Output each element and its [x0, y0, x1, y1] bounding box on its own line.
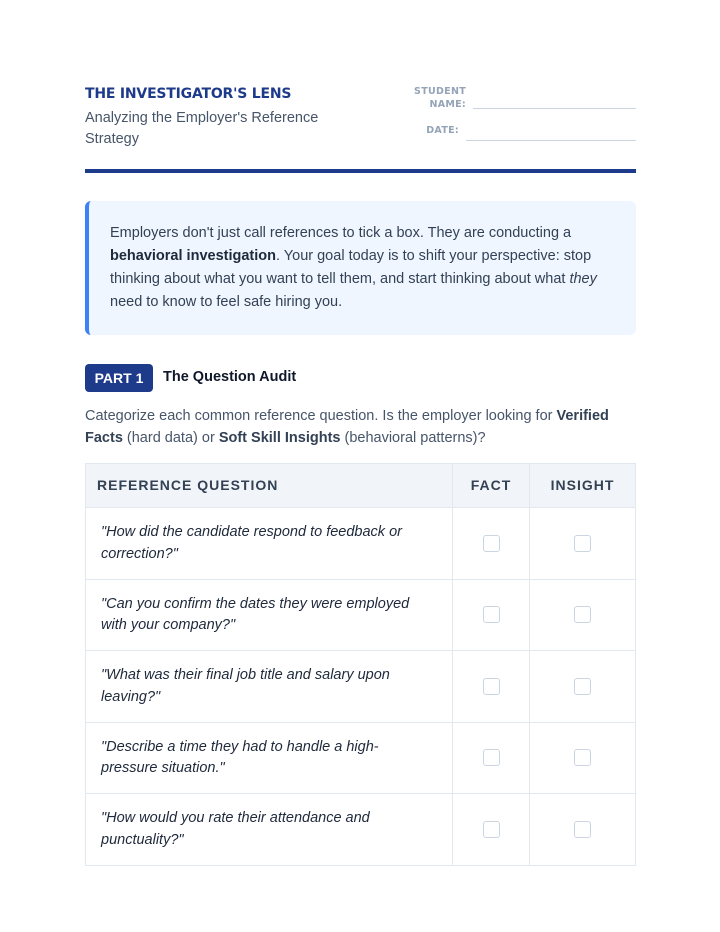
insight-checkbox[interactable] [574, 606, 591, 623]
student-name-field[interactable] [473, 108, 636, 109]
col-header-insight: INSIGHT [529, 464, 635, 507]
student-name-label-line1: STUDENT [414, 86, 466, 97]
header [85, 86, 636, 156]
part-title: The Question Audit [163, 369, 297, 385]
col-header-fact: FACT [452, 464, 529, 507]
insight-cell [529, 794, 635, 865]
question-text: "Can you confirm the dates they were employed with your company?" [101, 595, 410, 633]
callout-bold-1: behavioral investigation [110, 248, 276, 264]
fact-cell [452, 651, 529, 722]
title-block [85, 86, 385, 150]
instr-bold-2: Soft Skill Insights [218, 430, 341, 446]
student-name-label-line2: NAME: [429, 99, 466, 110]
fact-checkbox[interactable] [483, 606, 500, 623]
question-audit-table [85, 463, 636, 866]
part-badge: PART 1 [85, 364, 153, 392]
insight-cell [529, 651, 635, 722]
fact-cell [452, 508, 529, 579]
callout-text-2: . Your goal today is to shift your perspective: stop thinking about what you want to tell them, and start thinking about what [110, 248, 592, 287]
insight-checkbox[interactable] [574, 678, 591, 695]
table-row [86, 722, 635, 794]
instr-bold-1: Verified Facts [85, 408, 609, 446]
student-name-label [414, 85, 466, 111]
fact-checkbox[interactable] [483, 749, 500, 766]
table-row [86, 793, 635, 865]
instr-text-2: (hard data) or [122, 430, 219, 446]
subtitle: Analyzing the Employer's Reference Strategy [85, 110, 319, 147]
question-text: "Describe a time they had to handle a high-pressure situation." [101, 738, 379, 776]
fact-cell [452, 580, 529, 651]
instr-text-3: (behavioral patterns)? [340, 430, 486, 446]
fact-checkbox[interactable] [483, 821, 500, 838]
header-divider [85, 169, 636, 173]
fact-checkbox[interactable] [483, 678, 500, 695]
insight-cell [529, 580, 635, 651]
fact-cell [452, 723, 529, 794]
intro-callout [85, 201, 636, 335]
table-row [86, 507, 635, 579]
insight-checkbox[interactable] [574, 535, 591, 552]
date-label: DATE: [426, 125, 459, 136]
callout-italic-1: they [569, 271, 597, 287]
part-instructions [85, 405, 636, 449]
question-text: "How did the candidate respond to feedback or correction?" [101, 524, 402, 562]
callout-text-3: need to know to feel safe hiring you. [110, 294, 343, 310]
insight-cell [529, 508, 635, 579]
callout-text-1: Employers don't just call references to tick a box. They are conducting a [110, 225, 572, 241]
insight-cell [529, 723, 635, 794]
question-text: "How would you rate their attendance and punctuality?" [101, 810, 370, 848]
brand-title: THE INVESTIGATOR'S LENS [85, 86, 292, 102]
table-header-row [86, 464, 635, 507]
table-row [86, 579, 635, 651]
date-field[interactable] [466, 140, 636, 141]
question-text: "What was their final job title and salary upon leaving?" [101, 667, 390, 705]
fact-cell [452, 794, 529, 865]
instr-text-1: Categorize each common reference question. Is the employer looking for [85, 408, 557, 424]
table-row [86, 650, 635, 722]
col-header-question: REFERENCE QUESTION [97, 477, 279, 493]
insight-checkbox[interactable] [574, 749, 591, 766]
fact-checkbox[interactable] [483, 535, 500, 552]
insight-checkbox[interactable] [574, 821, 591, 838]
